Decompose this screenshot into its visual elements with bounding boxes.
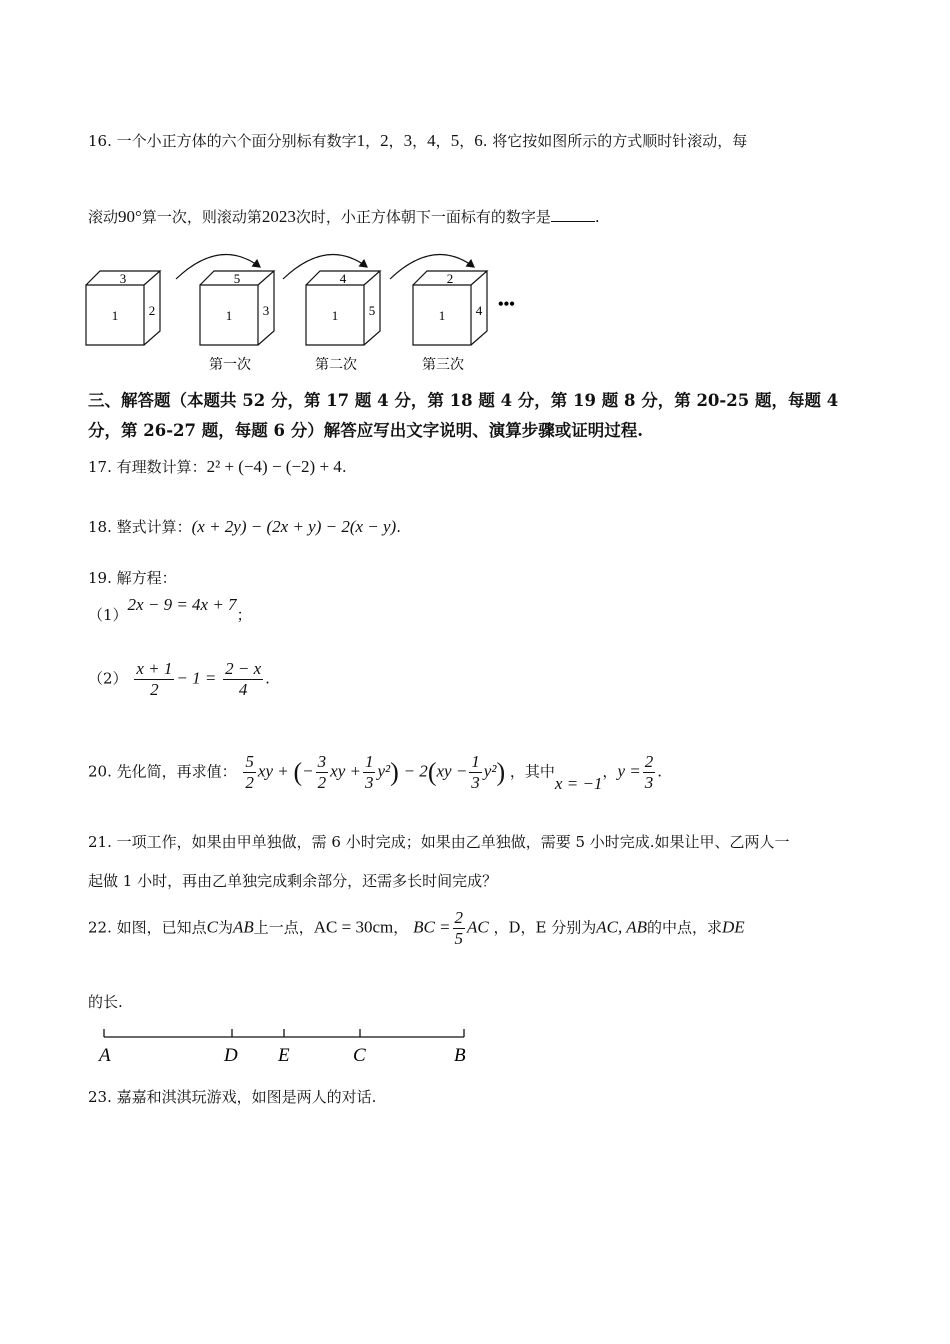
cube-2-top: 4 (339, 271, 347, 286)
label-C: C (353, 1045, 366, 1066)
cube-0-top: 3 (119, 271, 127, 286)
cube-3-side: 4 (475, 303, 483, 318)
cube-0-front: 1 (111, 308, 119, 323)
cube-2-side: 5 (368, 303, 376, 318)
q21-line1: 21. 一项工作，如果由甲单独做，需 6 小时完成；如果由乙单独做，需要 5 小时完成.如果让甲、乙两人一 (88, 833, 790, 851)
cube-3-front: 1 (438, 308, 446, 323)
label-B: B (454, 1045, 466, 1066)
roll-arrow-3 (390, 255, 474, 280)
q22-line1: 22. 如图，已知点C为AB上一点，AC = 30cm， BC = $\frac{2}{5}$ AC ，D，E 分别为AC, AB的中点，求DE (88, 908, 745, 948)
cube-3 (413, 271, 487, 373)
roll-arrow-1 (176, 255, 260, 280)
cube-1 (200, 271, 274, 373)
q17: 17. 有理数计算：2² + (−4) − (−2) + 4. (88, 457, 347, 476)
label-E: E (278, 1045, 290, 1066)
cube-1-side: 3 (262, 303, 270, 318)
q18-expr: (x + 2y) − (2x + y) − 2(x − y) (191, 517, 397, 536)
section3-line1: 三、解答题（本题共 52 分，第 17 题 4 分，第 18 题 4 分，第 19 题 8 分，第 20-25 题，每题 4 (88, 391, 839, 410)
cube-0-side: 2 (148, 303, 156, 318)
label-D: D (224, 1045, 238, 1066)
q20: 20. 先化简，再求值： $\frac{5}{2}$ xy + (− $\frac{3}{2}$ xy + $\frac{1}{3}$ y²) − 2(xy − $\frac{1}{3}$ y²) ，其中x = −1，y = $\frac{2}{3}$ . (88, 752, 662, 793)
section3-line2: 分，第 26-27 题，每题 6 分）解答应写出文字说明、演算步骤或证明过程. (88, 421, 643, 440)
cube-2-front: 1 (331, 308, 339, 323)
cube-1-front: 1 (225, 308, 233, 323)
q16-line1: 16. 一个小正方体的六个面分别标有数字1，2，3，4，5，6. 将它按如图所示的方式顺时针滚动，每 (88, 131, 748, 150)
q21-line2: 起做 1 小时，再由乙单独完成剩余部分，还需多长时间完成？ (88, 872, 498, 890)
q16-line2: 滚动90°算一次，则滚动第2023次时，小正方体朝下一面标有的数字是 . (88, 207, 600, 226)
q19-part2: （2） $\frac{x + 1}{2}$ − 1 = $\frac{2 - x}{4}$ . (88, 659, 270, 699)
answer-blank (551, 221, 595, 222)
cube-1-top: 5 (233, 271, 241, 286)
q19-part1: （1）2x − 9 = 4x + 7； (88, 595, 252, 624)
cube-0 (86, 271, 160, 345)
q22-line2: 的长. (88, 993, 123, 1011)
cube-2-caption: 第二次 (315, 357, 357, 373)
cube-1-caption: 第一次 (209, 357, 251, 373)
cube-rolling-figure (80, 245, 540, 380)
roll-arrow-2 (283, 255, 367, 280)
segment-figure (88, 1025, 488, 1073)
q19-frac1: $\frac{x + 1}{2}$ (136, 659, 173, 699)
q20-x-value: x = −1 (554, 773, 603, 793)
cube-3-caption: 第三次 (422, 357, 464, 373)
label-A: A (99, 1045, 111, 1066)
ellipsis: ••• (498, 296, 515, 313)
q19-frac2: $\frac{2 - x}{4}$ (225, 659, 262, 699)
cube-3-top: 2 (446, 271, 454, 286)
q17-expr: 2² + (−4) − (−2) + 4 (206, 457, 342, 476)
q19-label: 19. 解方程： (88, 569, 177, 587)
cube-2 (306, 271, 380, 373)
q18: 18. 整式计算：(x + 2y) − (2x + y) − 2(x − y). (88, 517, 402, 536)
q23-line1: 23. 嘉嘉和淇淇玩游戏，如图是两人的对话. (88, 1088, 377, 1106)
